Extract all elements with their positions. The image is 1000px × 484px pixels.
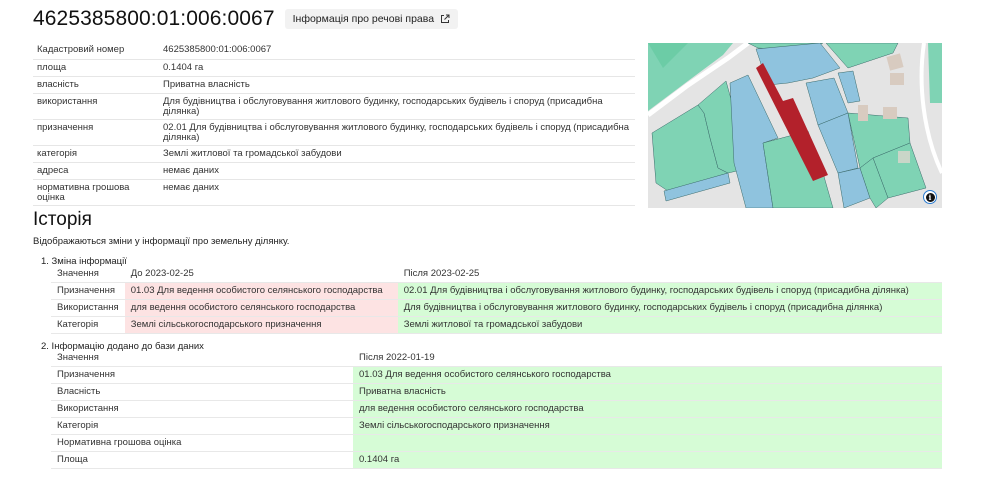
- table-row: [51, 366, 942, 383]
- table-row-empty: [51, 468, 942, 484]
- info-row-area: [33, 59, 635, 76]
- info-icon: i: [926, 193, 935, 202]
- after-value: Землі житлової та громадської забудови: [398, 316, 942, 333]
- field-name: Площа: [51, 451, 353, 468]
- info-value: 0.1404 га: [163, 61, 204, 73]
- after-value: [353, 434, 942, 451]
- after-value: 02.01 Для будівництва і обслуговування житлового будинку, господарських будівель і споруд (присадибна ділянка): [398, 282, 942, 299]
- empty-cell: [353, 468, 942, 484]
- info-value: Приватна власність: [163, 78, 250, 90]
- map-info-button[interactable]: [923, 190, 937, 204]
- info-key: використання: [37, 95, 98, 107]
- property-rights-button[interactable]: [285, 9, 458, 29]
- info-row-purpose: [33, 119, 635, 145]
- history-subtitle: Відображаються зміни у інформації про земельну ділянку.: [33, 236, 290, 247]
- info-key: категорія: [37, 147, 78, 159]
- parcel-map[interactable]: [648, 43, 942, 208]
- info-key: Кадастровий номер: [37, 44, 125, 55]
- info-key: площа: [37, 61, 67, 73]
- after-value: 0.1404 га: [353, 451, 942, 468]
- history-entry-1-table: [51, 265, 942, 334]
- page-header: [33, 7, 458, 31]
- history-entry-2-table: [51, 349, 942, 484]
- history-title: Історія: [33, 209, 92, 230]
- table-row: [51, 400, 942, 417]
- info-key: адреса: [37, 164, 69, 176]
- info-key: призначення: [37, 121, 94, 133]
- table-row: [51, 282, 942, 299]
- info-row-valuation: [33, 179, 635, 205]
- table-row: [51, 451, 942, 468]
- field-name: Призначення: [51, 366, 353, 383]
- info-key: нормативна грошова оцінка: [37, 181, 130, 203]
- before-value: для ведення особистого селянського господарства: [125, 299, 398, 316]
- field-name: Нормативна грошова оцінка: [51, 434, 353, 451]
- external-link-icon: [440, 14, 450, 24]
- column-before: До 2023-02-25: [125, 265, 398, 282]
- table-row: [51, 434, 942, 451]
- info-row-usage: [33, 93, 635, 119]
- table-row: [51, 316, 942, 333]
- info-row-address: [33, 162, 635, 179]
- parcel-info-table: [33, 42, 635, 206]
- info-row-cadastral: [33, 42, 635, 59]
- column-after: Після 2022-01-19: [353, 349, 942, 366]
- table-row: [51, 383, 942, 400]
- table-row: [51, 299, 942, 316]
- column-after: Після 2023-02-25: [398, 265, 942, 282]
- info-value: немає даних: [163, 181, 219, 193]
- table-row: [51, 417, 942, 434]
- history-entry-1-title: 1. Зміна інформації: [41, 256, 127, 267]
- info-value: Землі житлової та громадської забудови: [163, 147, 342, 159]
- before-value: Землі сільськогосподарського призначення: [125, 316, 398, 333]
- after-value: Приватна власність: [353, 383, 942, 400]
- map-canvas: [648, 43, 942, 208]
- column-field: Значення: [51, 349, 353, 366]
- info-row-ownership: [33, 76, 635, 93]
- field-name: Власність: [51, 383, 353, 400]
- info-value: 02.01 Для будівництва і обслуговування житлового будинку, господарських будівель і споруд (присадибна ділянка): [163, 121, 630, 143]
- table-header: [51, 349, 942, 366]
- field-name: Використання: [51, 400, 353, 417]
- info-value: Для будівництва і обслуговування житлового будинку, господарських будівель і споруд (присадибна ділянка): [163, 95, 603, 117]
- property-rights-label: Інформація про речові права: [292, 13, 435, 25]
- table-header: [51, 265, 942, 282]
- info-key: власність: [37, 78, 79, 90]
- page-title: 4625385800:01:006:0067: [33, 7, 275, 30]
- field-name: Категорія: [51, 417, 353, 434]
- info-row-category: [33, 145, 635, 162]
- after-value: для ведення особистого селянського господарства: [353, 400, 942, 417]
- after-value: Для будівництва і обслуговування житлового будинку, господарських будівель і споруд (присадибна ділянка): [398, 299, 942, 316]
- info-value: 4625385800:01:006:0067: [163, 44, 272, 55]
- empty-cell: [51, 468, 353, 484]
- after-value: Землі сільськогосподарського призначення: [353, 417, 942, 434]
- history-entry-2-title: 2. Інформацію додано до бази даних: [41, 341, 204, 352]
- after-value: 01.03 Для ведення особистого селянського господарства: [353, 366, 942, 383]
- column-field: Значення: [51, 265, 125, 282]
- field-name: Призначення: [51, 282, 125, 299]
- field-name: Використання: [51, 299, 125, 316]
- before-value: 01.03 Для ведення особистого селянського господарства: [125, 282, 398, 299]
- info-value: немає даних: [163, 164, 219, 176]
- field-name: Категорія: [51, 316, 125, 333]
